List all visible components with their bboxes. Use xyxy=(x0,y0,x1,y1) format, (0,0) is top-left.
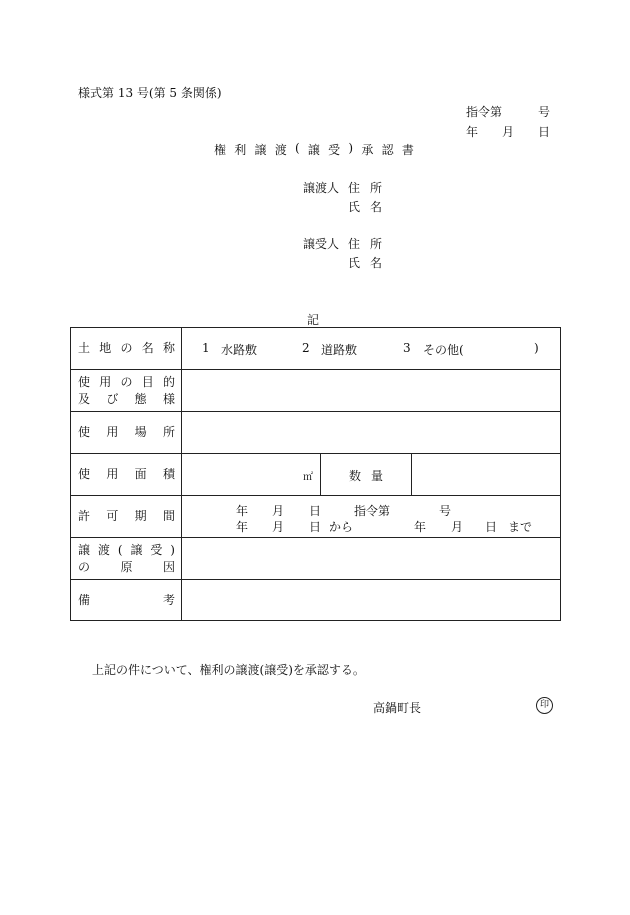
table-row-purpose xyxy=(71,370,560,412)
title-char: 権 xyxy=(214,143,227,157)
place-value[interactable] xyxy=(182,412,560,453)
period-value[interactable] xyxy=(182,496,560,537)
date-year: 年 xyxy=(466,125,479,139)
option-road: 道路敷 xyxy=(321,343,358,357)
transferee-label: 譲受人 xyxy=(303,237,340,251)
title-char: ) xyxy=(348,141,354,155)
area-label xyxy=(71,454,182,495)
remarks-label xyxy=(71,580,182,621)
land-name-label xyxy=(71,328,182,369)
order-date xyxy=(466,123,550,140)
label-char: 用 xyxy=(99,374,112,389)
label-char: 数 xyxy=(349,469,362,483)
period-to-day: 日 xyxy=(485,520,498,534)
label-char: 地 xyxy=(99,341,112,355)
land-name-value[interactable] xyxy=(182,328,560,369)
title-char: 書 xyxy=(401,143,414,157)
label-char: 使 xyxy=(78,374,91,389)
label-char: 間 xyxy=(162,509,175,523)
label-char: 期 xyxy=(134,509,147,523)
label-char: 土 xyxy=(78,341,91,355)
period-from-day: 日 xyxy=(309,520,322,534)
table-row-land-name xyxy=(71,328,560,370)
title-char: 認 xyxy=(381,143,394,157)
period-day: 日 xyxy=(309,504,322,518)
label-char: の xyxy=(78,559,91,574)
date-day: 日 xyxy=(537,125,550,139)
area-divider xyxy=(320,454,321,495)
label-char: 称 xyxy=(162,341,175,355)
period-order-prefix: 指令第 xyxy=(354,504,391,518)
order-number-prefix: 指令第 xyxy=(466,105,503,119)
cause-label xyxy=(71,538,182,579)
period-from-month: 月 xyxy=(272,520,285,534)
label-char: 使 xyxy=(78,467,91,481)
remarks-value[interactable] xyxy=(182,580,560,621)
option-number: 1 xyxy=(202,341,210,355)
option-number: 2 xyxy=(302,341,310,355)
order-number-suffix: 号 xyxy=(537,105,550,119)
label-char: 用 xyxy=(106,425,119,439)
label-char: 所 xyxy=(369,181,382,195)
transferee-name-label xyxy=(348,254,382,271)
transferor-name-label xyxy=(348,198,382,215)
label-char: 使 xyxy=(78,425,91,439)
mayor-title: 高鍋町長 xyxy=(373,701,422,715)
label-char: 許 xyxy=(78,509,91,523)
detail-table xyxy=(70,327,561,621)
table-row-area xyxy=(71,454,560,496)
period-month: 月 xyxy=(272,504,285,518)
label-char: の xyxy=(120,341,133,355)
approval-statement: 上記の件について、権利の譲渡(譲受)を承認する。 xyxy=(92,663,365,677)
label-char: 用 xyxy=(106,467,119,481)
label-char: 様 xyxy=(162,391,175,406)
title-char: 利 xyxy=(234,143,247,157)
label-char: 目 xyxy=(141,374,154,389)
title-char: 渡 xyxy=(274,143,287,157)
place-label xyxy=(71,412,182,453)
label-char: び xyxy=(106,391,119,406)
order-number xyxy=(466,103,550,120)
label-char: 渡 xyxy=(97,542,110,557)
period-from: から xyxy=(329,520,354,534)
label-char: 及 xyxy=(78,391,91,406)
label-char: 名 xyxy=(369,200,382,214)
table-row-cause xyxy=(71,538,560,580)
label-char: 量 xyxy=(370,469,383,483)
square-meter-unit: ㎡ xyxy=(303,472,313,483)
title-char: 譲 xyxy=(254,143,267,157)
label-char: 考 xyxy=(162,593,175,607)
title-char: ( xyxy=(295,141,300,155)
date-month: 月 xyxy=(501,125,514,139)
title-char: 受 xyxy=(328,143,341,157)
label-char: 積 xyxy=(162,467,175,481)
label-char: 面 xyxy=(134,467,147,481)
form-number: 様式第 13 号(第 5 条関係) xyxy=(78,86,222,100)
area-value[interactable] xyxy=(182,454,560,495)
period-to-month: 月 xyxy=(451,520,464,534)
label-char: 原 xyxy=(120,559,133,574)
label-char: ( xyxy=(117,542,123,557)
period-order-suffix: 号 xyxy=(439,504,452,518)
quantity-divider xyxy=(411,454,412,495)
label-char: 氏 xyxy=(348,200,361,214)
table-row-period xyxy=(71,496,560,538)
label-char: 因 xyxy=(162,559,175,574)
period-from-year: 年 xyxy=(236,520,249,534)
label-char: 住 xyxy=(348,181,361,195)
label-char: 受 xyxy=(150,542,163,557)
purpose-label xyxy=(71,370,182,411)
label-char: 的 xyxy=(162,374,175,389)
title-char: 譲 xyxy=(307,143,320,157)
document-title xyxy=(214,141,414,158)
table-row-remarks xyxy=(71,580,560,621)
label-char: 所 xyxy=(162,425,175,439)
label-char: 場 xyxy=(134,425,147,439)
transferee-address-label xyxy=(348,235,382,252)
label-char: 名 xyxy=(141,341,154,355)
label-char: 名 xyxy=(369,256,382,270)
period-label xyxy=(71,496,182,537)
option-number: 3 xyxy=(403,341,411,355)
period-to-year: 年 xyxy=(414,520,427,534)
quantity-label xyxy=(349,467,383,484)
cause-value[interactable] xyxy=(182,538,560,579)
label-char: 態 xyxy=(134,391,147,406)
label-char: 氏 xyxy=(348,256,361,270)
label-char: 可 xyxy=(106,509,119,523)
label-char: 住 xyxy=(348,237,361,251)
transferor-label: 譲渡人 xyxy=(303,181,340,195)
label-char: 譲 xyxy=(130,542,143,557)
title-char: 承 xyxy=(361,143,374,157)
label-char: 備 xyxy=(78,593,91,607)
table-row-place xyxy=(71,412,560,454)
label-char: の xyxy=(120,374,133,389)
period-until: まで xyxy=(508,520,533,534)
option-other-close: ) xyxy=(534,341,539,355)
ki-heading: 記 xyxy=(307,313,320,327)
option-water-channel: 水路敷 xyxy=(221,343,258,357)
label-char: 譲 xyxy=(78,542,91,557)
transferor-address-label xyxy=(348,179,382,196)
label-char: 所 xyxy=(369,237,382,251)
option-other: その他( xyxy=(423,343,464,357)
seal-mark: 印 xyxy=(536,697,553,714)
label-char: ) xyxy=(170,542,175,557)
purpose-value[interactable] xyxy=(182,370,560,411)
period-year: 年 xyxy=(236,504,249,518)
